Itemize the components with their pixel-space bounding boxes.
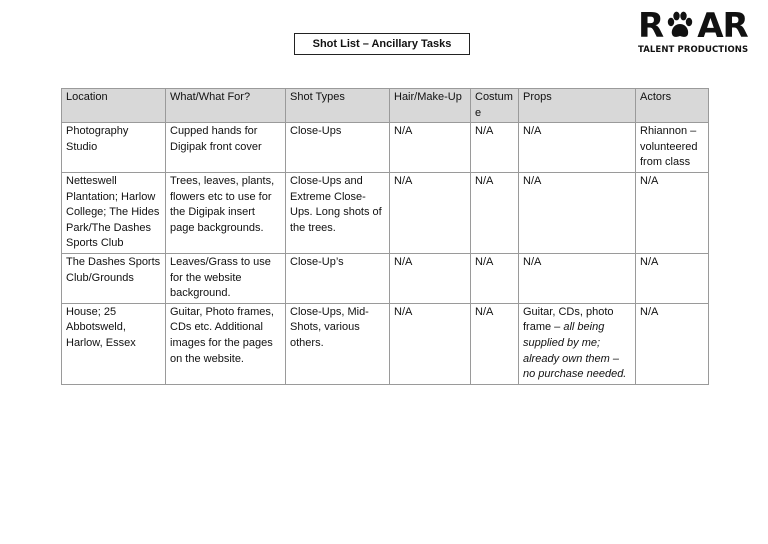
cell-costume: N/A — [471, 123, 519, 173]
props-text: N/A — [523, 174, 542, 187]
props-text: N/A — [523, 125, 542, 138]
table-header-row — [62, 89, 709, 123]
header-shot-types: Shot Types — [286, 89, 390, 123]
cell-hair-makeup: N/A — [390, 172, 471, 253]
cell-props — [519, 123, 636, 173]
cell-costume: N/A — [471, 172, 519, 253]
cell-costume: N/A — [471, 303, 519, 384]
header-location: Location — [62, 89, 166, 123]
cell-location: Netteswell Plantation; Harlow College; The Hides Park/The Dashes Sports Club — [62, 172, 166, 253]
paw-print-icon — [664, 10, 696, 42]
cell-what: Cupped hands for Digipak front cover — [166, 123, 286, 173]
cell-what: Trees, leaves, plants, flowers etc to use for the Digipak insert page backgrounds. — [166, 172, 286, 253]
header-hair-makeup: Hair/Make-Up — [390, 89, 471, 123]
cell-location: Photography Studio — [62, 123, 166, 173]
cell-shot-types: Close-Ups — [286, 123, 390, 173]
props-text: N/A — [523, 255, 542, 268]
header-what: What/What For? — [166, 89, 286, 123]
table-row — [62, 303, 709, 384]
roar-logo — [638, 8, 762, 58]
header-actors: Actors — [636, 89, 709, 123]
cell-what: Leaves/Grass to use for the website background. — [166, 253, 286, 303]
table-row — [62, 253, 709, 303]
cell-actors: N/A — [636, 172, 709, 253]
cell-shot-types: Close-Ups and Extreme Close-Ups. Long shots of the trees. — [286, 172, 390, 253]
table-row — [62, 172, 709, 253]
cell-what: Guitar, Photo frames, CDs etc. Additional images for the pages on the website. — [166, 303, 286, 384]
cell-props — [519, 303, 636, 384]
shot-list-table — [61, 88, 709, 385]
table-row — [62, 123, 709, 173]
logo-subtitle: TALENT PRODUCTIONS — [638, 45, 749, 55]
cell-hair-makeup: N/A — [390, 303, 471, 384]
cell-location: The Dashes Sports Club/Grounds — [62, 253, 166, 303]
cell-actors: N/A — [636, 303, 709, 384]
props-note: all being supplied by me; already own them – no purchase needed. — [523, 321, 627, 381]
cell-props — [519, 253, 636, 303]
document-title: Shot List – Ancillary Tasks — [294, 33, 470, 55]
cell-hair-makeup: N/A — [390, 253, 471, 303]
cell-actors: Rhiannon – volunteered from class — [636, 123, 709, 173]
logo-wordmark: R AR — [638, 6, 748, 46]
cell-shot-types: Close-Ups, Mid-Shots, various others. — [286, 303, 390, 384]
header-props: Props — [519, 89, 636, 123]
cell-actors: N/A — [636, 253, 709, 303]
cell-shot-types: Close-Up’s — [286, 253, 390, 303]
header-costume: Costume — [471, 89, 519, 123]
cell-location: House; 25 Abbotsweld, Harlow, Essex — [62, 303, 166, 384]
cell-costume: N/A — [471, 253, 519, 303]
cell-hair-makeup: N/A — [390, 123, 471, 173]
cell-props — [519, 172, 636, 253]
props-text: Guitar, CDs, photo frame – — [523, 305, 614, 334]
